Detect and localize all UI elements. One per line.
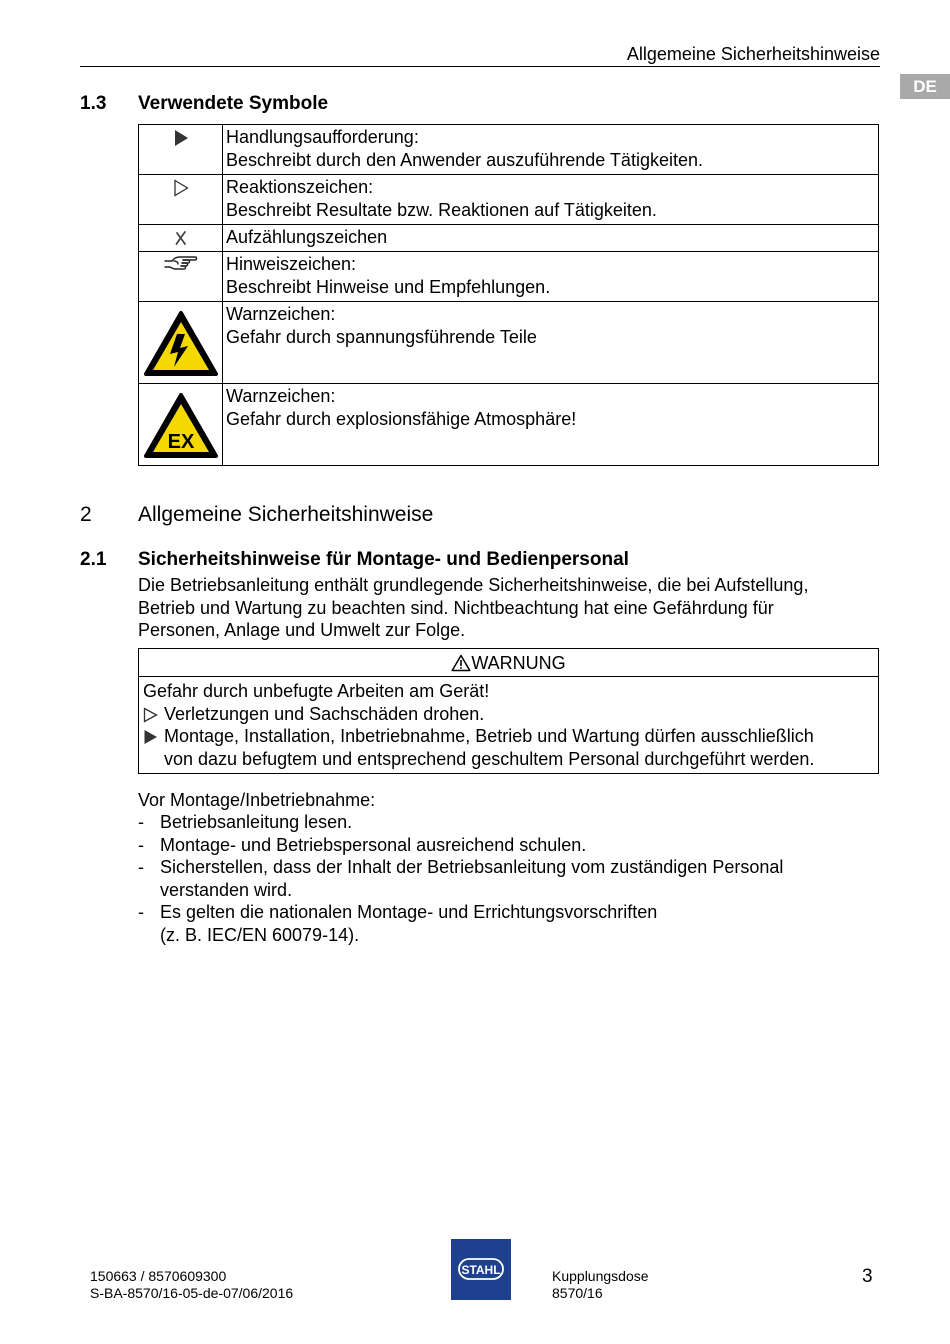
intro-line: Die Betriebsanleitung enthält grundlegende Sicherheitshinweise, die bei Aufstellung, (138, 575, 809, 595)
preparation-title: Vor Montage/Inbetriebnahme: (138, 790, 376, 810)
description-line: Gefahr durch spannungsführende Teile (226, 327, 537, 347)
warning-body (139, 677, 878, 773)
list-dash: - (138, 902, 144, 922)
list-item-line: verstanden wird. (160, 879, 293, 900)
ex-label: EX (167, 431, 194, 453)
list-dash: - (138, 857, 144, 877)
running-header-title: Allgemeine Sicherheitshinweise (626, 44, 880, 64)
logo-text: STAHL (461, 1263, 501, 1277)
list-item-line: Betriebsanleitung lesen. (160, 812, 353, 832)
list-item-line: Sicherstellen, dass der Inhalt der Betriebsanleitung vom zuständigen Personal (160, 857, 784, 877)
section-1-3-title: Verwendete Symbole (138, 93, 329, 114)
list-item (138, 901, 880, 946)
description-line: Gefahr durch explosionsfähige Atmosphäre! (226, 409, 577, 429)
symbol-cell (139, 302, 223, 384)
symbol-description (223, 384, 879, 466)
list-item-line: (z. B. IEC/EN 60079-14). (160, 924, 360, 945)
action-triangle-filled-icon (143, 729, 158, 745)
table-row (139, 225, 879, 252)
table-row (139, 125, 879, 175)
table-row (139, 302, 879, 384)
warning-action (143, 725, 874, 770)
symbol-description (223, 175, 879, 225)
footer-doc-number: 150663 / 8570609300 (90, 1268, 227, 1284)
description-line: Warnzeichen: (226, 304, 336, 324)
preparation-list (138, 811, 880, 946)
reaction-triangle-outline-icon (143, 707, 158, 723)
section-2-1-number: 2.1 (80, 549, 107, 570)
action-triangle-filled-icon (173, 129, 189, 147)
symbol-description (223, 252, 879, 302)
description-line: Handlungsaufforderung: (226, 127, 419, 147)
warning-box (138, 648, 879, 774)
list-item (138, 834, 880, 857)
description-line: Beschreibt Resultate bzw. Reaktionen auf Tätigkeiten. (226, 200, 657, 220)
list-item (138, 856, 880, 901)
symbol-description (223, 225, 879, 252)
page-number: 3 (862, 1266, 873, 1287)
warning-danger-text: Gefahr durch unbefugte Arbeiten am Gerät! (143, 681, 490, 701)
warning-action-line: Montage, Installation, Inbetriebnahme, Betrieb und Wartung dürfen ausschließlich (164, 726, 814, 746)
warning-heading (139, 649, 878, 677)
symbol-cell (139, 384, 223, 466)
description-line: Warnzeichen: (226, 386, 336, 406)
list-item-line: Montage- und Betriebspersonal ausreichend schulen. (160, 834, 587, 855)
symbols-table (138, 124, 879, 466)
section-2-1-title: Sicherheitshinweise für Montage- und Bedienpersonal (138, 549, 629, 570)
stahl-logo (451, 1239, 511, 1300)
symbol-description (223, 125, 879, 175)
symbol-cell (139, 175, 223, 225)
warning-reaction-text: Verletzungen und Sachschäden drohen. (164, 703, 485, 724)
footer-doc-code: S-BA-8570/16-05-de-07/06/2016 (90, 1285, 294, 1301)
symbol-cell (139, 225, 223, 252)
symbol-cell (139, 252, 223, 302)
description-line: Beschreibt durch den Anwender auszuführende Tätigkeiten. (226, 150, 703, 170)
list-dash: - (138, 834, 144, 855)
footer-product: Kupplungsdose (552, 1268, 649, 1284)
list-dash: - (138, 812, 144, 832)
stahl-logo-icon (451, 1239, 511, 1300)
section-2-number: 2 (80, 503, 92, 526)
footer-doc-info (90, 1268, 293, 1302)
symbol-description (223, 302, 879, 384)
intro-line: Betrieb und Wartung zu beachten sind. Nichtbeachtung hat eine Gefährdung für (138, 597, 774, 618)
header-rule (80, 66, 880, 67)
intro-line: Personen, Anlage und Umwelt zur Folge. (138, 620, 466, 640)
ex-warning-icon (143, 392, 219, 460)
list-item-line: Es gelten die nationalen Montage- und Errichtungsvorschriften (160, 902, 658, 922)
symbol-cell (139, 125, 223, 175)
pointing-hand-icon (164, 255, 198, 277)
warning-action-line: von dazu befugtem und entsprechend geschultem Personal durchgeführt werden. (164, 748, 815, 769)
description-line: Hinweiszeichen: (226, 254, 357, 274)
description-line: Reaktionszeichen: (226, 177, 374, 197)
reaction-triangle-outline-icon (173, 179, 189, 197)
description-line: Aufzählungszeichen (226, 227, 388, 247)
footer-product-info (552, 1268, 649, 1302)
list-item (138, 811, 880, 834)
section-1-3-number: 1.3 (80, 93, 107, 114)
footer-model: 8570/16 (552, 1285, 603, 1301)
warning-reaction (143, 703, 874, 726)
table-row (139, 175, 879, 225)
high-voltage-warning-icon (143, 310, 219, 378)
intro-paragraph (138, 574, 878, 642)
table-row (139, 252, 879, 302)
warning-triangle-icon (451, 654, 471, 672)
warning-heading-text: WARNUNG (471, 652, 566, 673)
list-check-icon (174, 229, 188, 247)
description-line: Beschreibt Hinweise und Empfehlungen. (226, 277, 551, 297)
table-row (139, 384, 879, 466)
language-tab: DE (900, 74, 950, 99)
section-2-title: Allgemeine Sicherheitshinweise (138, 503, 434, 526)
